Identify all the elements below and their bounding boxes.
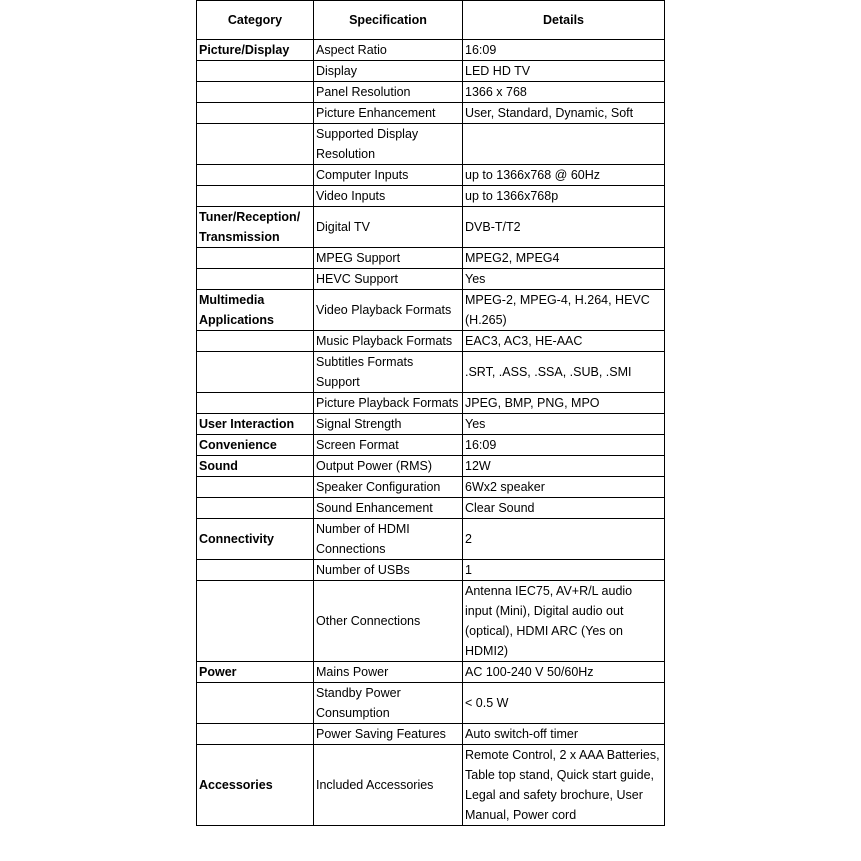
table-row <box>197 414 665 435</box>
category-cell <box>197 477 314 498</box>
category-cell: Connectivity <box>197 519 314 560</box>
category-cell <box>197 269 314 290</box>
specification-cell: Power Saving Features <box>314 724 463 745</box>
specification-cell: Output Power (RMS) <box>314 456 463 477</box>
category-cell <box>197 248 314 269</box>
category-cell <box>197 352 314 393</box>
table-row <box>197 165 665 186</box>
specification-cell: Sound Enhancement <box>314 498 463 519</box>
header-category: Category <box>197 1 314 40</box>
category-cell <box>197 124 314 165</box>
header-row <box>197 1 665 40</box>
specification-cell: Digital TV <box>314 207 463 248</box>
category-cell: Power <box>197 662 314 683</box>
details-cell: EAC3, AC3, HE-AAC <box>463 331 665 352</box>
category-cell <box>197 498 314 519</box>
specification-cell: Other Connections <box>314 581 463 662</box>
category-cell <box>197 61 314 82</box>
details-cell: up to 1366x768p <box>463 186 665 207</box>
specification-cell: Screen Format <box>314 435 463 456</box>
category-cell: User Interaction <box>197 414 314 435</box>
spec-table <box>196 0 665 826</box>
category-cell: Convenience <box>197 435 314 456</box>
specification-cell: Subtitles Formats Support <box>314 352 463 393</box>
category-cell: Multimedia Applications <box>197 290 314 331</box>
details-cell: 1366 x 768 <box>463 82 665 103</box>
category-cell <box>197 165 314 186</box>
table-row <box>197 40 665 61</box>
details-cell: LED HD TV <box>463 61 665 82</box>
table-row <box>197 331 665 352</box>
details-cell: 2 <box>463 519 665 560</box>
details-cell: AC 100-240 V 50/60Hz <box>463 662 665 683</box>
details-cell: JPEG, BMP, PNG, MPO <box>463 393 665 414</box>
specification-cell: MPEG Support <box>314 248 463 269</box>
details-cell: MPEG2, MPEG4 <box>463 248 665 269</box>
table-row <box>197 477 665 498</box>
category-cell: Tuner/Reception/ Transmission <box>197 207 314 248</box>
table-row <box>197 393 665 414</box>
header-details: Details <box>463 1 665 40</box>
specification-cell: Video Playback Formats <box>314 290 463 331</box>
category-cell <box>197 186 314 207</box>
specification-cell: Included Accessories <box>314 745 463 826</box>
category-cell: Picture/Display <box>197 40 314 61</box>
specification-cell: Video Inputs <box>314 186 463 207</box>
table-row <box>197 269 665 290</box>
details-cell: Antenna IEC75, AV+R/L audio input (Mini), Digital audio out (optical), HDMI ARC (Yes on HDMI2) <box>463 581 665 662</box>
table-row <box>197 61 665 82</box>
details-cell: 1 <box>463 560 665 581</box>
details-cell: Yes <box>463 269 665 290</box>
category-cell <box>197 724 314 745</box>
table-row <box>197 745 665 826</box>
details-cell: Remote Control, 2 x AAA Batteries, Table top stand, Quick start guide, Legal and safety brochure, User Manual, Power cord <box>463 745 665 826</box>
table-row <box>197 662 665 683</box>
table-row <box>197 519 665 560</box>
details-cell: MPEG-2, MPEG-4, H.264, HEVC (H.265) <box>463 290 665 331</box>
table-row <box>197 456 665 477</box>
table-row <box>197 683 665 724</box>
details-cell <box>463 124 665 165</box>
spec-body <box>197 40 665 826</box>
details-cell: .SRT, .ASS, .SSA, .SUB, .SMI <box>463 352 665 393</box>
specification-cell: Number of HDMI Connections <box>314 519 463 560</box>
details-cell: User, Standard, Dynamic, Soft <box>463 103 665 124</box>
specification-cell: Speaker Configuration <box>314 477 463 498</box>
table-row <box>197 124 665 165</box>
category-cell: Sound <box>197 456 314 477</box>
specification-cell: Signal Strength <box>314 414 463 435</box>
table-row <box>197 207 665 248</box>
specification-cell: Mains Power <box>314 662 463 683</box>
category-cell <box>197 683 314 724</box>
category-cell <box>197 82 314 103</box>
category-cell <box>197 103 314 124</box>
details-cell: 16:09 <box>463 40 665 61</box>
table-row <box>197 103 665 124</box>
table-row <box>197 435 665 456</box>
table-row <box>197 581 665 662</box>
table-row <box>197 724 665 745</box>
details-cell: Clear Sound <box>463 498 665 519</box>
table-row <box>197 248 665 269</box>
specification-cell: Music Playback Formats <box>314 331 463 352</box>
details-cell: Yes <box>463 414 665 435</box>
details-cell: 6Wx2 speaker <box>463 477 665 498</box>
specification-cell: Panel Resolution <box>314 82 463 103</box>
details-cell: < 0.5 W <box>463 683 665 724</box>
specification-cell: Aspect Ratio <box>314 40 463 61</box>
specification-cell: Supported Display Resolution <box>314 124 463 165</box>
specification-cell: Picture Enhancement <box>314 103 463 124</box>
specification-cell: Number of USBs <box>314 560 463 581</box>
category-cell <box>197 393 314 414</box>
table-row <box>197 352 665 393</box>
category-cell: Accessories <box>197 745 314 826</box>
category-cell <box>197 581 314 662</box>
table-row <box>197 498 665 519</box>
category-cell <box>197 331 314 352</box>
category-cell <box>197 560 314 581</box>
specification-cell: Computer Inputs <box>314 165 463 186</box>
header-specification: Specification <box>314 1 463 40</box>
details-cell: 12W <box>463 456 665 477</box>
table-row <box>197 82 665 103</box>
specification-cell: Picture Playback Formats <box>314 393 463 414</box>
details-cell: Auto switch-off timer <box>463 724 665 745</box>
details-cell: 16:09 <box>463 435 665 456</box>
specification-cell: Display <box>314 61 463 82</box>
table-row <box>197 560 665 581</box>
table-row <box>197 290 665 331</box>
details-cell: up to 1366x768 @ 60Hz <box>463 165 665 186</box>
table-row <box>197 186 665 207</box>
details-cell: DVB-T/T2 <box>463 207 665 248</box>
specification-cell: HEVC Support <box>314 269 463 290</box>
specification-cell: Standby Power Consumption <box>314 683 463 724</box>
